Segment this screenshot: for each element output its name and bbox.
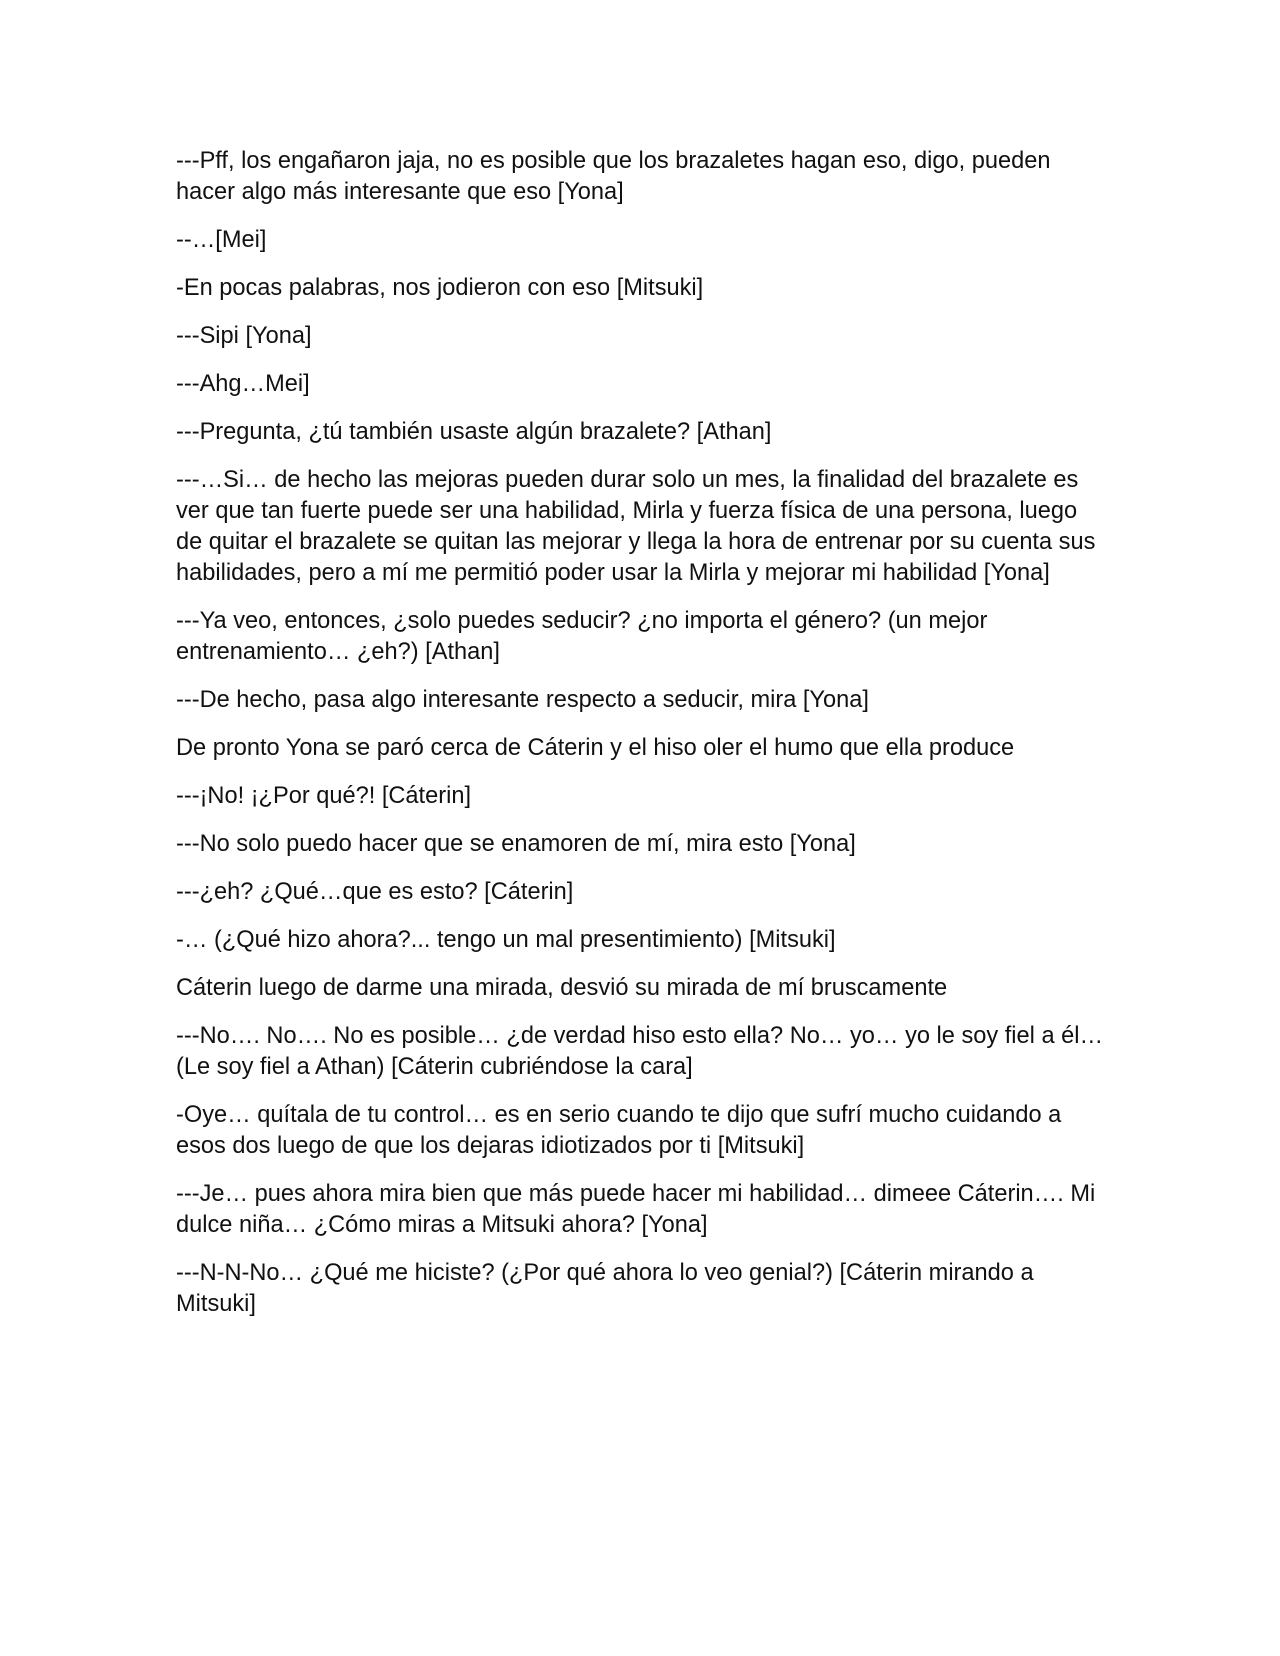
- paragraph: ---…Si… de hecho las mejoras pueden durar solo un mes, la finalidad del brazalete es ver que tan fuerte puede ser una habilidad, Mirla y fuerza física de una persona, luego de quitar el brazalete se quitan las mejorar y llega la hora de entrenar por su cuenta sus habilidades, pero a mí me permitió poder usar la Mirla y mejorar mi habilidad [Yona]: [176, 467, 1096, 586]
- paragraph: -En pocas palabras, nos jodieron con eso [Mitsuki]: [176, 275, 704, 301]
- paragraph: ---No solo puedo hacer que se enamoren de mí, mira esto [Yona]: [176, 831, 856, 857]
- paragraph: ---Ahg…Mei]: [176, 371, 310, 397]
- paragraph: ---No…. No…. No es posible… ¿de verdad hiso esto ella? No… yo… yo le soy fiel a él… (Le soy fiel a Athan) [Cáterin cubriéndose la cara]: [176, 1023, 1104, 1080]
- paragraph: ---Ya veo, entonces, ¿solo puedes seducir? ¿no importa el género? (un mejor entrenamiento… ¿eh?) [Athan]: [176, 608, 988, 665]
- paragraph: ---Pregunta, ¿tú también usaste algún brazalete? [Athan]: [176, 419, 772, 445]
- document-body: [176, 146, 1106, 1337]
- paragraph: ---Je… pues ahora mira bien que más puede hacer mi habilidad… dimeee Cáterin…. Mi dulce niña… ¿Cómo miras a Mitsuki ahora? [Yona]: [176, 1181, 1096, 1238]
- paragraph: Cáterin luego de darme una mirada, desvió su mirada de mí bruscamente: [176, 975, 948, 1001]
- paragraph: ---Sipi [Yona]: [176, 323, 312, 349]
- paragraph: ---¡No! ¡¿Por qué?! [Cáterin]: [176, 783, 472, 809]
- paragraph: ---¿eh? ¿Qué…que es esto? [Cáterin]: [176, 879, 574, 905]
- paragraph: ---De hecho, pasa algo interesante respecto a seducir, mira [Yona]: [176, 687, 869, 713]
- paragraph: ---Pff, los engañaron jaja, no es posible que los brazaletes hagan eso, digo, pueden hacer algo más interesante que eso [Yona]: [176, 148, 1051, 205]
- paragraph: -Oye… quítala de tu control… es en serio cuando te dijo que sufrí mucho cuidando a esos dos luego de que los dejaras idiotizados por ti [Mitsuki]: [176, 1102, 1062, 1159]
- paragraph: ---N-N-No… ¿Qué me hiciste? (¿Por qué ahora lo veo genial?) [Cáterin mirando a Mitsuki]: [176, 1260, 1034, 1317]
- paragraph: --…[Mei]: [176, 227, 267, 253]
- paragraph: De pronto Yona se paró cerca de Cáterin y el hiso oler el humo que ella produce: [176, 735, 1015, 761]
- paragraph: -… (¿Qué hizo ahora?... tengo un mal presentimiento) [Mitsuki]: [176, 927, 836, 953]
